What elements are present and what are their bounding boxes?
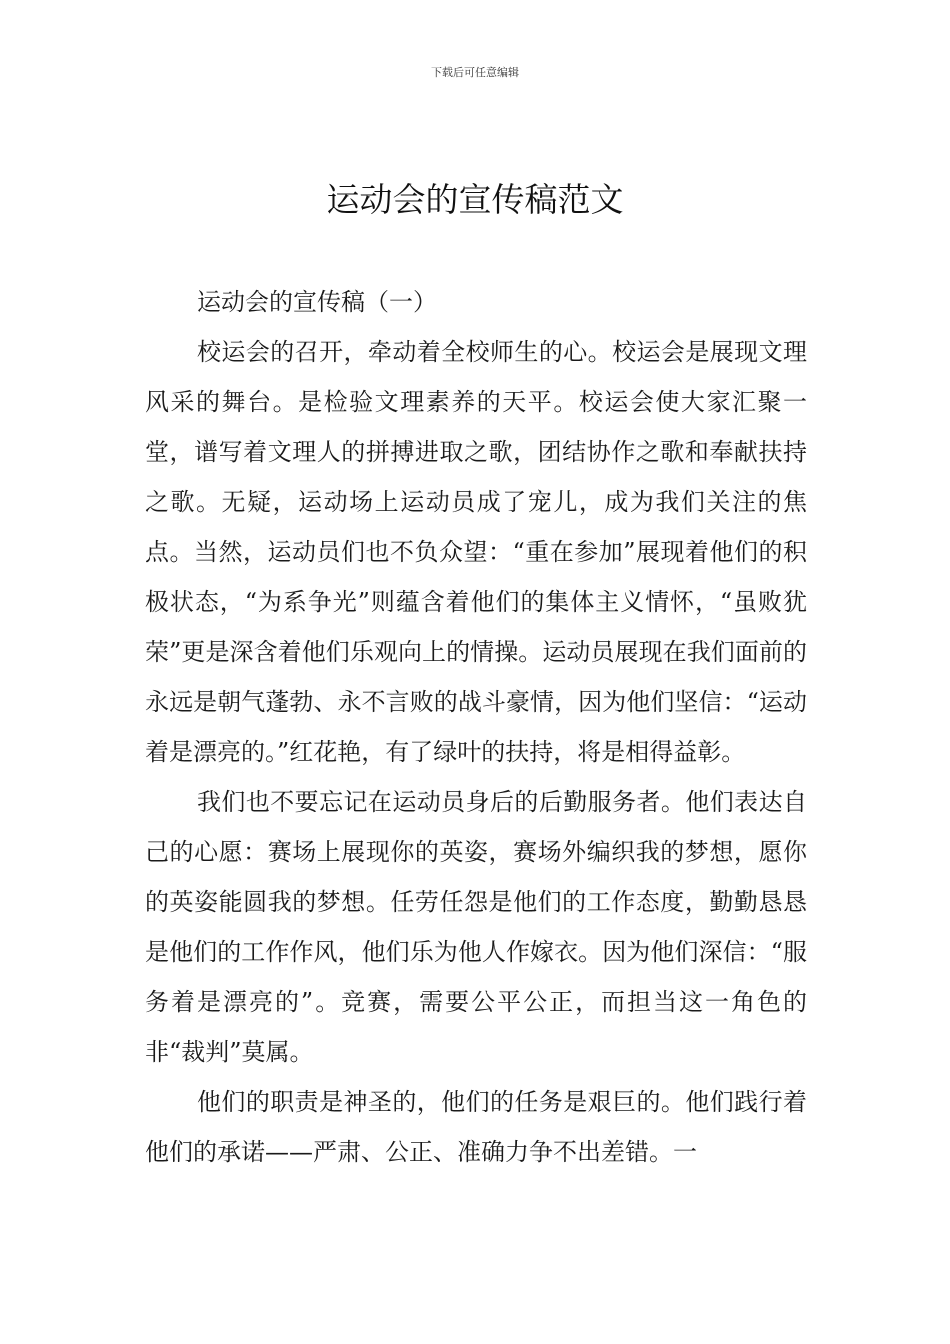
section-heading: 运动会的宣传稿（一）	[197, 288, 437, 316]
page-header-note: 下载后可任意编辑	[431, 66, 519, 79]
document-title: 运动会的宣传稿范文	[326, 180, 624, 219]
paragraph-2: 我们也不要忘记在运动员身后的后勤服务者。他们表达自己的心愿：赛场上展现你的英姿，赛场外编织我的梦想，愿你的英姿能圆我的梦想。任劳任怨是他们的工作态度，勤勤恳恳是他们的工作作风，他们乐为他人作嫁衣。因为他们深信：“服务着是漂亮的”。竞赛，需要公平公正，而担当这一角色的非“裁判”莫属。	[145, 788, 807, 1066]
paragraph-3: 他们的职责是神圣的，他们的任务是艰巨的。他们践行着他们的承诺——严肃、公正、准确力争不出差错。一	[145, 1088, 807, 1166]
document-body	[145, 277, 807, 1177]
paragraph-1: 校运会的召开，牵动着全校师生的心。校运会是展现文理风采的舞台。是检验文理素养的天平。校运会使大家汇聚一堂，谱写着文理人的拼搏进取之歌，团结协作之歌和奉献扶持之歌。无疑，运动场上运动员成了宠儿，成为我们关注的焦点。当然，运动员们也不负众望：“重在参加”展现着他们的积极状态，“为系争光”则蕴含着他们的集体主义情怀，“虽败犹荣”更是深含着他们乐观向上的情操。运动员展现在我们面前的永远是朝气蓬勃、永不言败的战斗豪情，因为他们坚信：“运动着是漂亮的。”红花艳，有了绿叶的扶持，将是相得益彰。	[145, 338, 807, 766]
